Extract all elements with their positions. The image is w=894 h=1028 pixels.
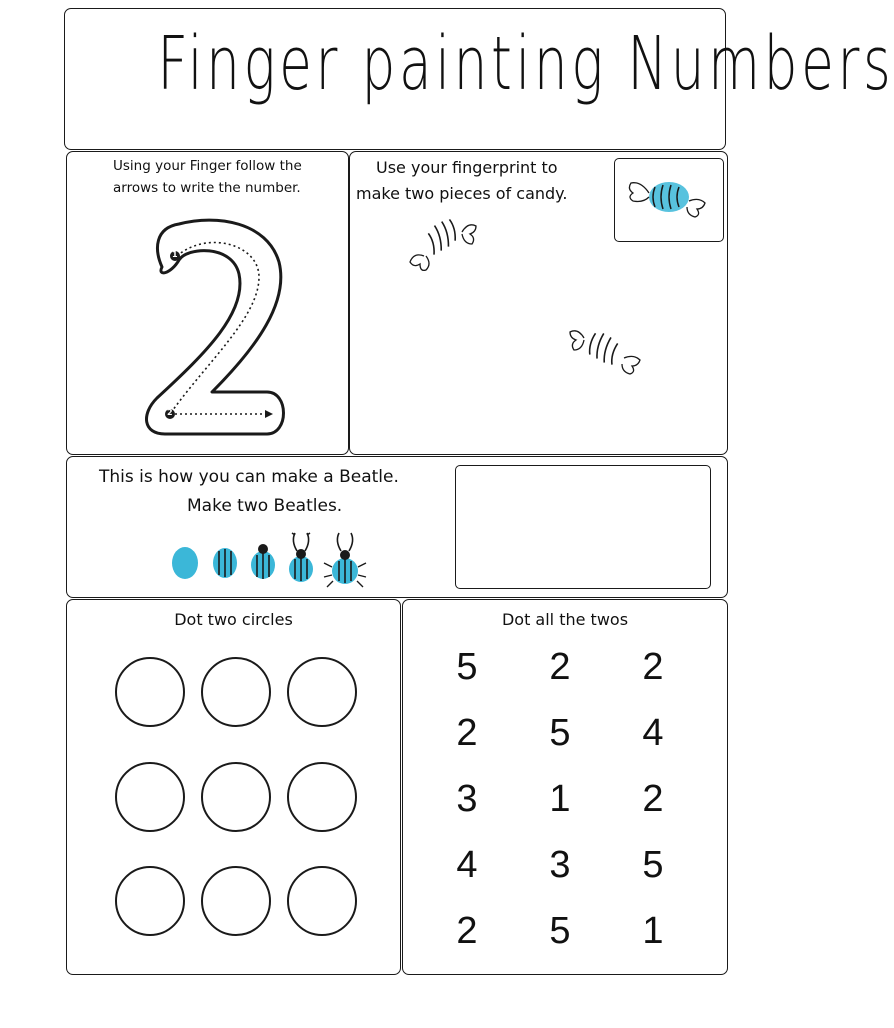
trace-instruction-line2: arrows to write the number. xyxy=(113,180,301,196)
beetle-drawing-area[interactable] xyxy=(455,465,711,589)
beetle-step-complete xyxy=(324,533,366,587)
beetle-step-head xyxy=(251,544,275,579)
dot-circle[interactable] xyxy=(115,866,185,936)
dot-circle[interactable] xyxy=(287,762,357,832)
candy-instruction-line2: make two pieces of candy. xyxy=(356,184,568,203)
dot-circle[interactable] xyxy=(287,866,357,936)
title-box xyxy=(64,8,894,150)
number-cell[interactable]: 1 xyxy=(642,910,664,952)
dot-circles-box xyxy=(66,599,401,975)
dot-circles-heading: Dot two circles xyxy=(174,610,293,629)
number-cell[interactable]: 2 xyxy=(549,646,571,688)
trace-number-box xyxy=(66,151,349,455)
candy-box xyxy=(349,151,728,455)
beetle-box xyxy=(66,456,728,598)
beetle-steps-illustration xyxy=(167,527,397,597)
number-cell[interactable]: 2 xyxy=(456,712,478,754)
number-two-outline xyxy=(67,152,350,456)
page-title: Finger painting Numbers xyxy=(157,21,894,107)
number-cell[interactable]: 5 xyxy=(456,646,478,688)
number-cell[interactable]: 5 xyxy=(642,844,664,886)
dot-twos-box xyxy=(402,599,728,975)
dot-circle[interactable] xyxy=(201,657,271,727)
number-cell[interactable]: 5 xyxy=(549,712,571,754)
candy-outline-1 xyxy=(408,214,508,284)
number-cell[interactable]: 2 xyxy=(642,646,664,688)
dot-circle[interactable] xyxy=(115,762,185,832)
beetle-step-lines xyxy=(213,548,237,578)
candy-instruction-line1: Use your fingerprint to xyxy=(376,158,558,177)
beetle-instruction-line1: This is how you can make a Beatle. xyxy=(99,467,399,487)
beetle-step-antennae xyxy=(289,533,313,582)
number-cell[interactable]: 4 xyxy=(456,844,478,886)
dot-circle[interactable] xyxy=(201,762,271,832)
candy-example-box xyxy=(614,158,724,242)
dot-circle[interactable] xyxy=(115,657,185,727)
candy-example-icon xyxy=(615,159,725,243)
number-cell[interactable]: 4 xyxy=(642,712,664,754)
dot-twos-heading: Dot all the twos xyxy=(501,610,629,629)
number-cell[interactable]: 3 xyxy=(456,778,478,820)
beetle-step-fingerprint xyxy=(172,547,198,579)
trace-step-2-label: 2 xyxy=(167,408,173,417)
dot-circle[interactable] xyxy=(287,657,357,727)
candy-outline-2 xyxy=(564,318,664,388)
number-cell[interactable]: 3 xyxy=(549,844,571,886)
trace-instruction-line1: Using your Finger follow the xyxy=(113,158,302,174)
beetle-instruction-line2: Make two Beatles. xyxy=(187,496,343,516)
number-cell[interactable]: 1 xyxy=(549,778,571,820)
number-cell[interactable]: 2 xyxy=(456,910,478,952)
number-cell[interactable]: 5 xyxy=(549,910,571,952)
number-cell[interactable]: 2 xyxy=(642,778,664,820)
trace-step-1-label: 1 xyxy=(172,250,178,259)
dot-circle[interactable] xyxy=(201,866,271,936)
